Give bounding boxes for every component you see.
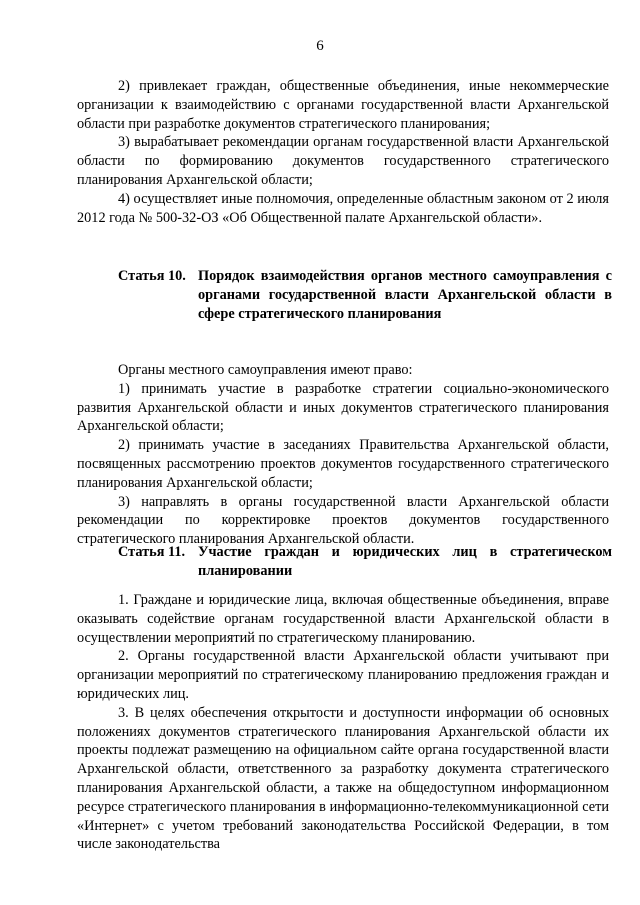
paragraph: 2) привлекает граждан, общественные объединения, иные некоммерческие организации к взаимодействию с органами государственной власти Архангельской области при разработке документов стратегического планирования; [77,78,609,132]
paragraph: Органы местного самоуправления имеют право: [118,362,413,378]
paragraph: 3. В целях обеспечения открытости и доступности информации об основных положениях документов стратегического планирования Архангельской области их проекты подлежат размещению на официальном сайте органа государственной власти Архангельской области, ответственного за разработку документа стратегического планирования Архангельской области, а также на общедоступном информационном ресурсе стратегического планирования в информационно-телекоммуникационной сети «Интернет» с учетом требований законодательства Российской Федерации, в том числе законодательства [77,704,609,853]
paragraph: 3) направлять в органы государственной власти Архангельской области рекомендации по корректировке проектов документов государственного стратегического планирования Архангельской области. [77,493,609,548]
paragraph: 1) принимать участие в разработке стратегии социально-экономического развития Архангельской области и иных документов стратегического планирования Архангельской области; [77,380,609,435]
paragraph-block [77,77,609,227]
article-10-heading [118,267,612,323]
article-number: Статья 11. [118,544,186,560]
paragraph-block [77,591,609,854]
article-title: Порядок взаимодействия органов местного самоуправления с органами государственной власти Архангельской области в сфере стратегического планирования [198,268,612,322]
paragraph: 2. Органы государственной власти Архангельской области учитывают при организации мероприятий по стратегическому планированию предложения граждан и юридических лиц. [77,648,609,702]
paragraph-block [77,361,609,549]
paragraph: 1. Граждане и юридические лица, включая общественные объединения, вправе оказывать содействие органам государственной власти Архангельской области в осуществлении мероприятий по стратегическому планированию. [77,592,609,646]
article-title: Участие граждан и юридических лиц в стратегическом планировании [198,544,612,579]
article-number: Статья 10. [118,268,186,284]
article-11-heading [118,543,612,581]
paragraph: 4) осуществляет иные полномочия, определенные областным законом от 2 июля 2012 года № 500-32-ОЗ «Об Общественной палате Архангельской области». [77,190,609,226]
paragraph: 3) вырабатывает рекомендации органам государственной власти Архангельской области по формированию документов государственного стратегического планирования Архангельской области; [77,134,609,188]
page-number: 6 [316,38,324,54]
paragraph: 2) принимать участие в заседаниях Правительства Архангельской области, посвященных рассмотрению проектов документов государственного стратегического планирования Архангельской области; [77,437,609,491]
